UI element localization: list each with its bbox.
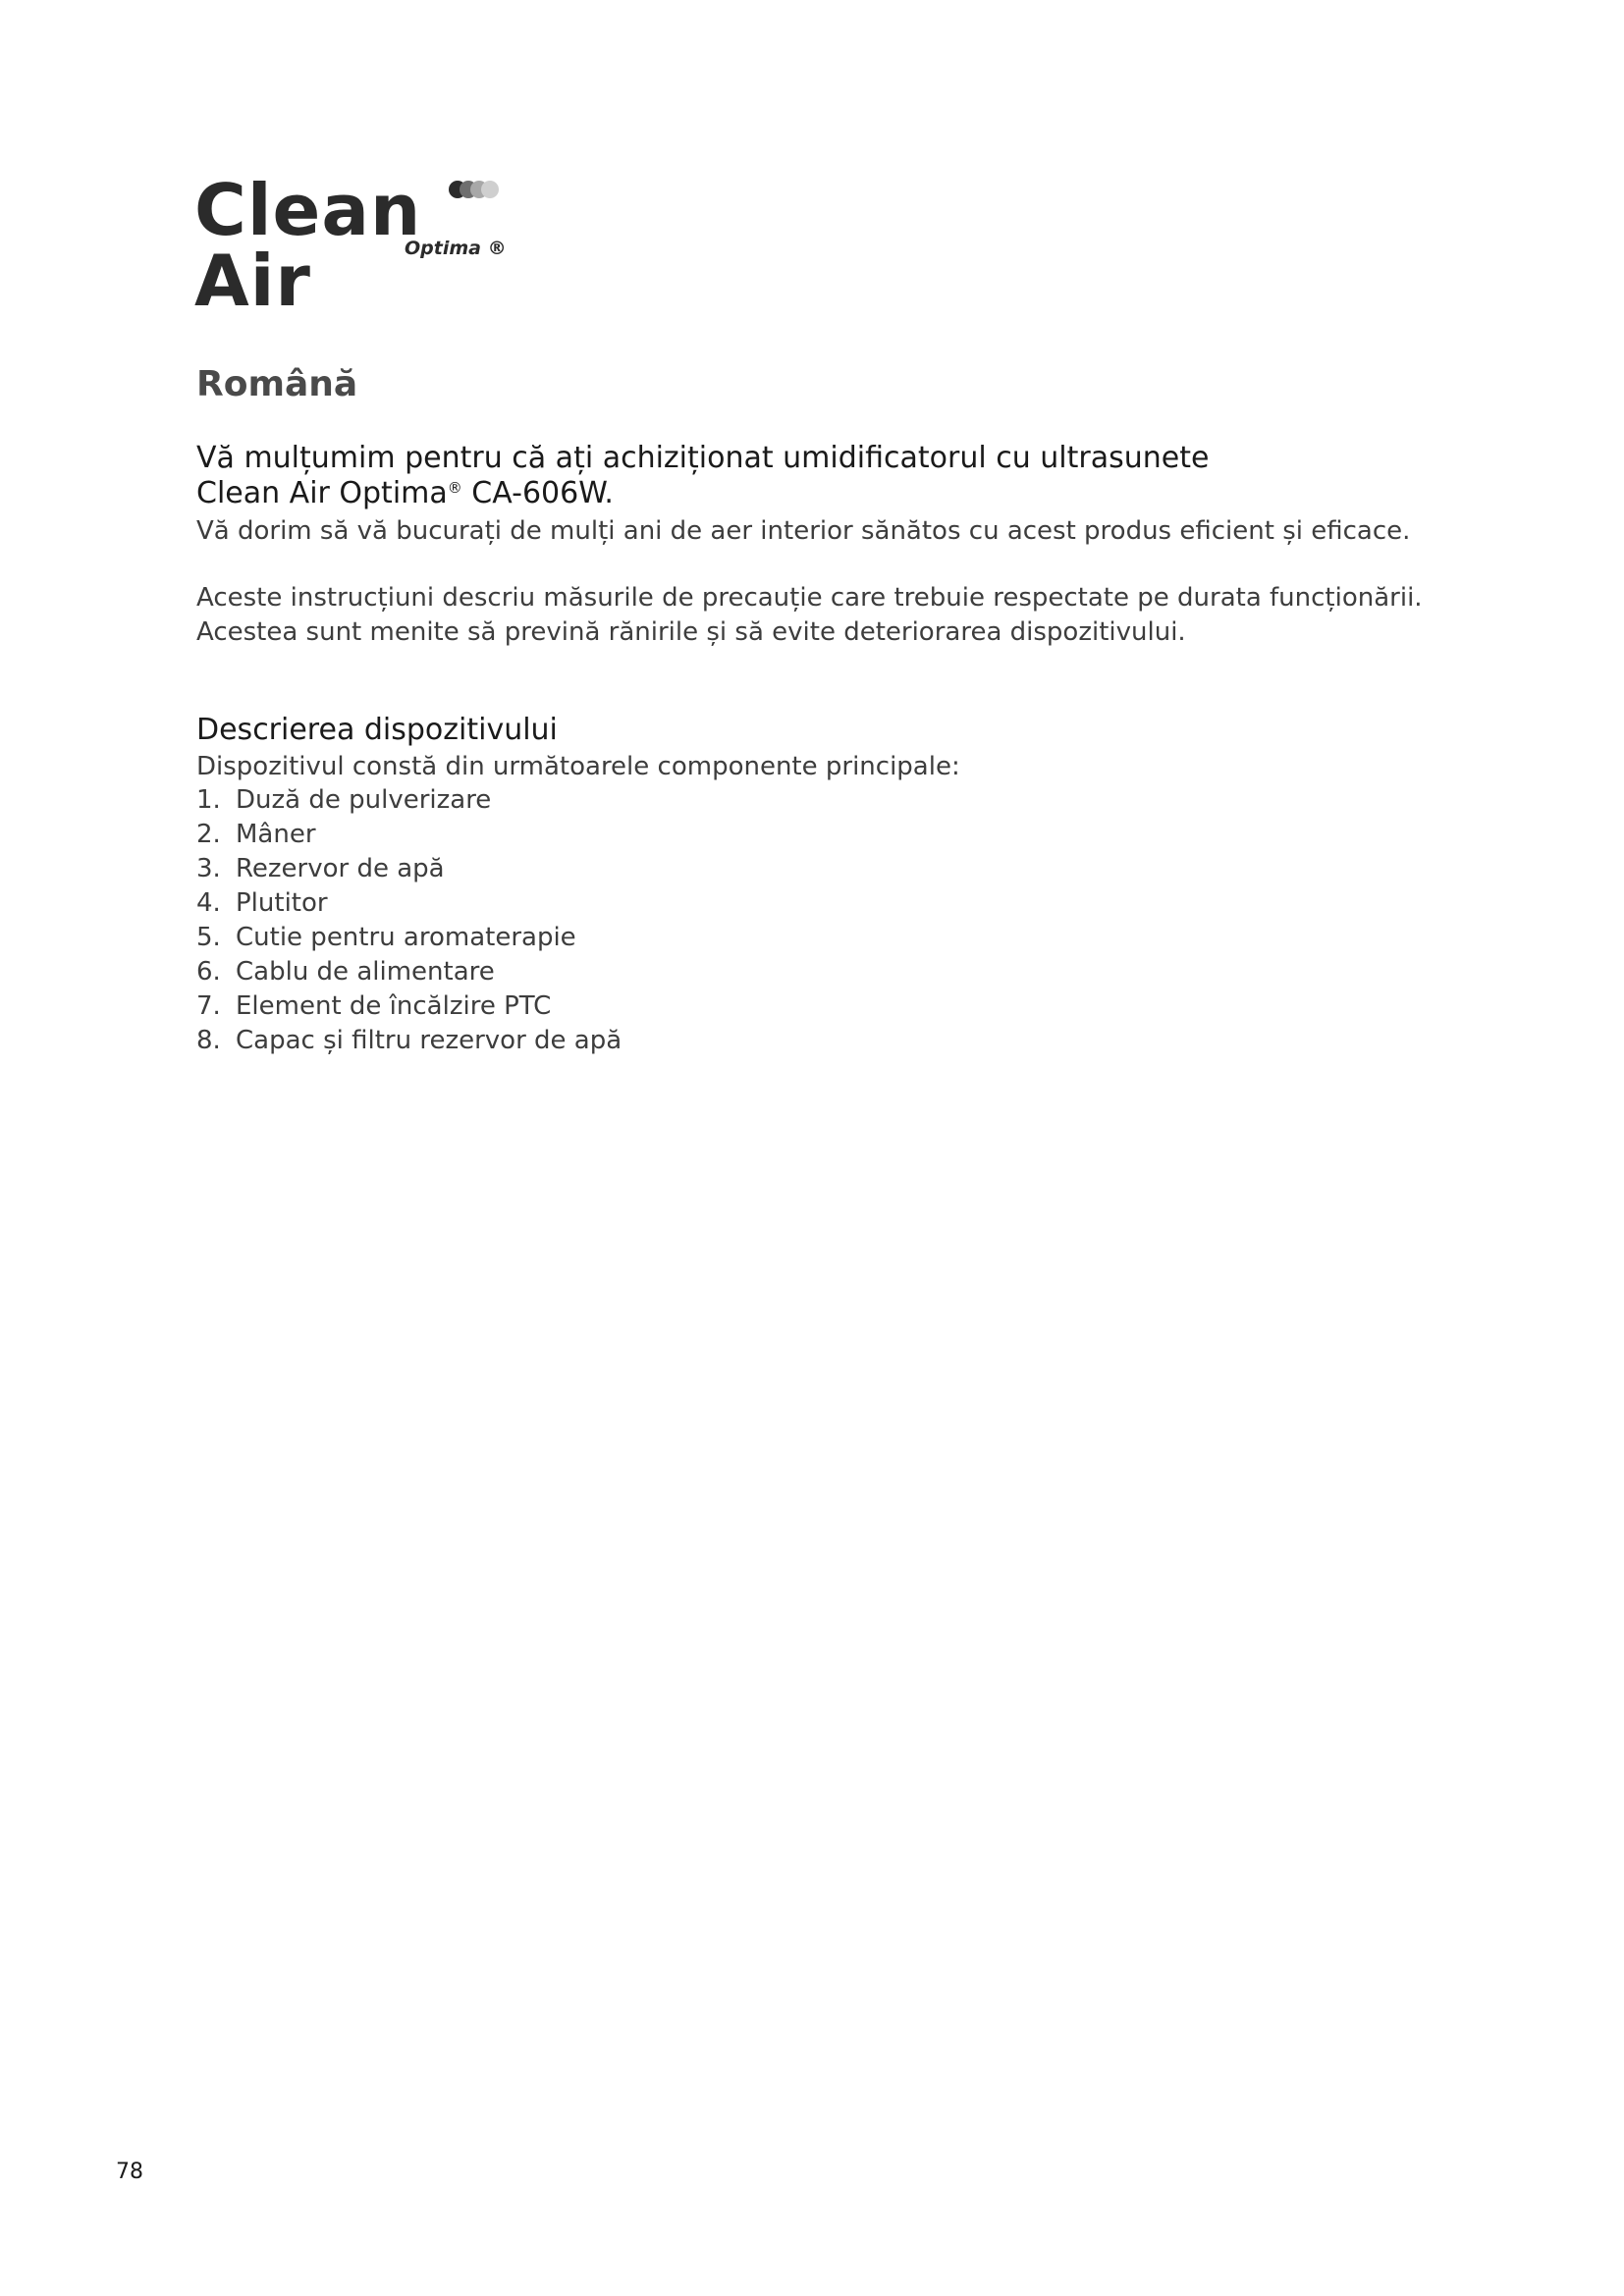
item-label: Element de încălzire PTC xyxy=(236,991,552,1021)
intro-paragraph: Vă dorim să vă bucurați de mulți ani de aer interior sănătos cu acest produs eficient și eficace. xyxy=(196,516,1411,546)
product-model: CA-606W. xyxy=(461,476,614,510)
section-lead: Dispozitivul constă din următoarele componente principale: xyxy=(196,752,960,781)
item-label: Duză de pulverizare xyxy=(236,785,492,815)
item-label: Rezervor de apă xyxy=(236,854,445,883)
logo-wordmark: Clean Air xyxy=(194,169,422,322)
product-brand: Clean Air Optima xyxy=(196,476,448,510)
list-item xyxy=(196,852,622,886)
item-label: Mâner xyxy=(236,820,316,849)
components-list xyxy=(196,783,622,1058)
item-label: Cablu de alimentare xyxy=(236,957,495,987)
list-item xyxy=(196,783,622,818)
precautions-line1: Aceste instrucțiuni descriu măsurile de precauție care trebuie respectate pe durata funcționării. xyxy=(196,583,1423,613)
item-label: Plutitor xyxy=(236,888,328,918)
language-heading: Română xyxy=(196,364,358,404)
precautions-paragraph xyxy=(196,581,1492,650)
item-label: Capac și filtru rezervor de apă xyxy=(236,1026,623,1055)
item-number: 5. xyxy=(196,923,221,952)
intro-title-line1: Vă mulțumim pentru că ați achiziționat umidificatorul cu ultrasunete xyxy=(196,441,1210,475)
list-item xyxy=(196,921,622,955)
list-item xyxy=(196,989,622,1024)
intro-title-line2 xyxy=(196,476,1473,511)
item-number: 8. xyxy=(196,1026,221,1055)
registered-mark: ® xyxy=(447,479,462,497)
item-number: 7. xyxy=(196,991,221,1021)
list-item xyxy=(196,886,622,921)
list-item xyxy=(196,818,622,852)
logo-subtitle: Optima ® xyxy=(405,238,507,259)
section-title-description: Descrierea dispozitivului xyxy=(196,713,558,747)
item-number: 6. xyxy=(196,957,221,987)
item-number: 4. xyxy=(196,888,221,918)
brand-logo xyxy=(194,169,528,322)
item-number: 3. xyxy=(196,854,221,883)
page-number: 78 xyxy=(116,2160,143,2184)
item-number: 2. xyxy=(196,820,221,849)
item-number: 1. xyxy=(196,785,221,815)
item-label: Cutie pentru aromaterapie xyxy=(236,923,576,952)
list-item xyxy=(196,955,622,989)
intro-title xyxy=(196,441,1473,511)
list-item xyxy=(196,1024,622,1058)
precautions-line2: Acestea sunt menite să prevină rănirile și să evite deteriorarea dispozitivului. xyxy=(196,617,1186,647)
